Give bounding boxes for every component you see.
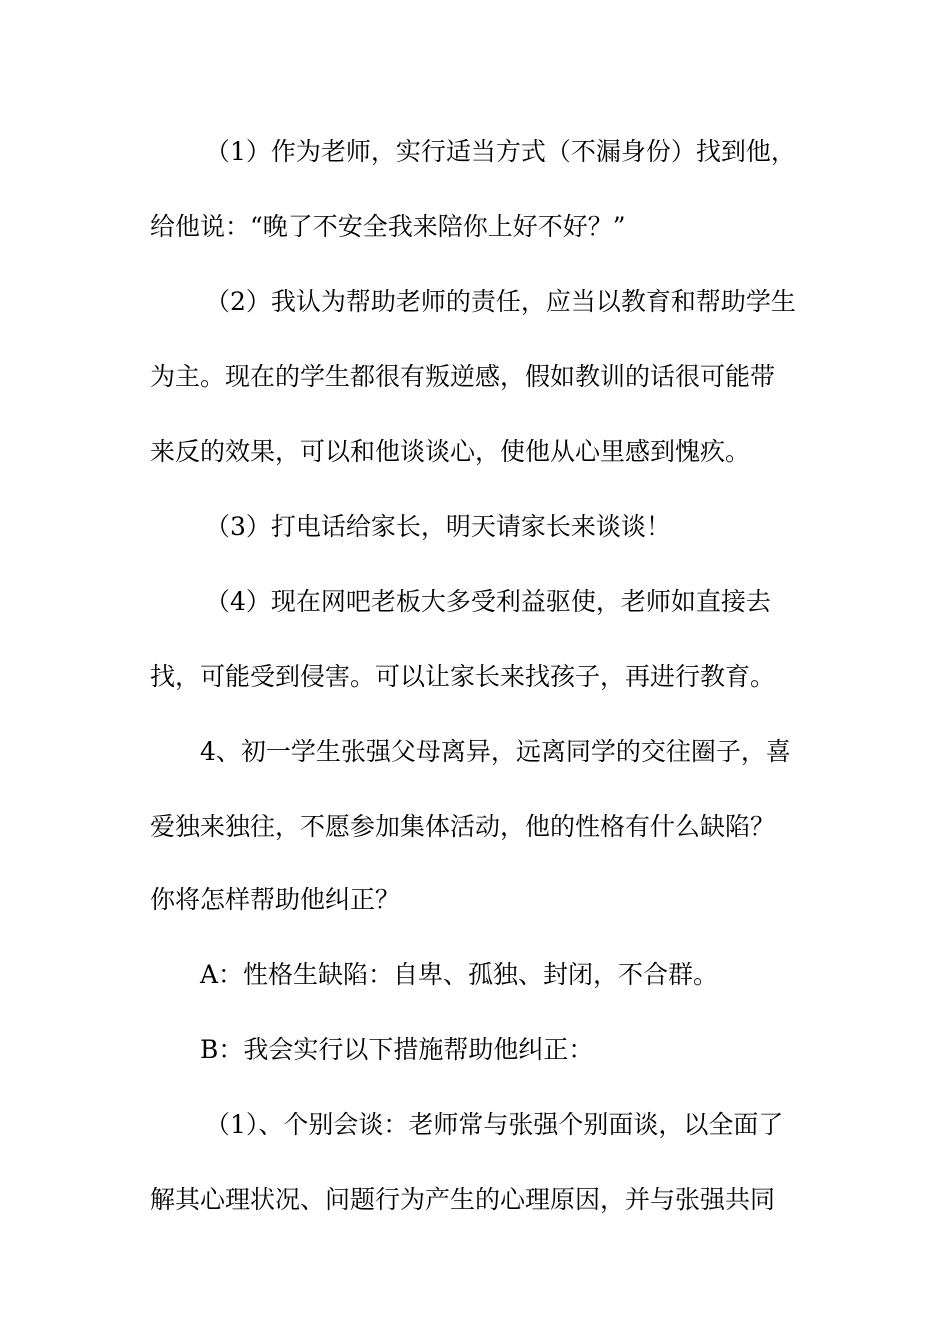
paragraph-line: 找，可能受到侵害。可以让家长来找孩子，再进行教育。 xyxy=(150,662,776,691)
paragraph-line: 来反的效果，可以和他谈谈心，使他从心里感到愧疚。 xyxy=(150,437,751,466)
paragraph-line: 解其心理状况、问题行为产生的心理原因，并与张强共同 xyxy=(150,1185,776,1214)
paragraph-line: （2）我认为帮助老师的责任，应当以教育和帮助学生 xyxy=(205,287,796,316)
paragraph-line: A：性格生缺陷：自卑、孤独、封闭，不合群。 xyxy=(200,960,719,989)
paragraph-line: （1）作为老师，实行适当方式（不漏身份）找到他， xyxy=(205,137,796,166)
paragraph-line: 爱独来独往，不愿参加集体活动，他的性格有什么缺陷？ xyxy=(150,812,776,841)
paragraph-line: 为主。现在的学生都很有叛逆感，假如教训的话很可能带 xyxy=(150,362,776,391)
paragraph-line: 给他说：“晚了不安全我来陪你上好不好？” xyxy=(150,212,626,241)
paragraph-line: 4、初一学生张强父母离异，远离同学的交往圈子，喜 xyxy=(200,737,791,766)
paragraph-line: （4）现在网吧老板大多受利益驱使，老师如直接去 xyxy=(205,587,771,616)
paragraph-line: 你将怎样帮助他纠正？ xyxy=(150,885,401,914)
paragraph-line: B：我会实行以下措施帮助他纠正： xyxy=(200,1035,594,1064)
paragraph-line: （1）、个别会谈：老师常与张强个别面谈，以全面了 xyxy=(205,1110,784,1139)
paragraph-line: （3）打电话给家长，明天请家长来谈谈！ xyxy=(205,512,671,541)
